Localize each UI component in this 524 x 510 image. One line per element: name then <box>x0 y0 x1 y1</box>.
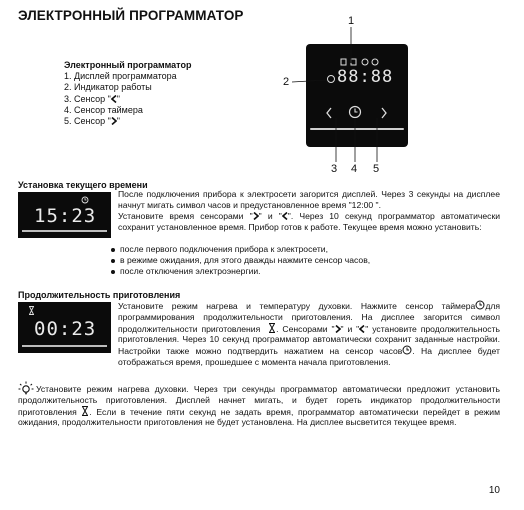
text-segment: Установите режим нагрева духовки. Через три секунды программатор автоматически предложит установить продолжительность приготовления. Дисплей начнет мигать, и будет гореть индикатор продолжительности приготовления <box>18 384 500 417</box>
page-number: 10 <box>488 485 500 496</box>
quote-close: " <box>116 93 120 104</box>
text-segment: для программирования продолжительности приготовления. На дисплее загорится символ продолжительности приготовления <box>118 301 500 334</box>
display-light-strip <box>22 230 107 232</box>
text-segment: " и " <box>258 211 282 221</box>
text-segment: Установите режим нагрева и температуру духовки. Нажмите сенсор таймера <box>118 301 476 311</box>
parts-item-2: 2. Индикатор работы <box>64 82 152 93</box>
text-segment: . Если в течение пяти секунд не задать время, программатор автоматически перейдет в режим ожидания, продолжительности приготовления не будет установлена. На дисплее высветится текущее время. <box>18 406 500 428</box>
callout-5: 5 <box>373 163 380 175</box>
note-paragraph <box>18 384 500 428</box>
callout-3: 3 <box>331 163 338 175</box>
section2-paragraph <box>118 300 500 368</box>
section1-paragraph-1: После подключения прибора к электросети загорится дисплей. Через 3 секунды на дисплее начнут мигать символ часов и предустановленное время "12:00 ". <box>118 189 500 210</box>
callout-2: 2 <box>283 76 290 88</box>
text-segment: . Сенсорами " <box>276 323 335 334</box>
list-item: после отключения электроэнергии. <box>110 266 500 277</box>
text-segment: ". Через 10 секунд программатор автоматически сохранит установленное время. Прибор готов к работе. Текущее время можно установить: <box>118 211 500 232</box>
clock-display-value: 15:23 <box>34 205 97 227</box>
callout-1: 1 <box>348 15 355 27</box>
section1-bullets <box>110 244 500 277</box>
parts-item-1: 1. Дисплей программатора <box>64 71 177 82</box>
text-segment: Установите время сенсорами " <box>118 211 253 221</box>
clock-icon <box>81 196 89 204</box>
clock-icon <box>475 300 485 310</box>
callout-4: 4 <box>351 163 358 175</box>
page-title: ЭЛЕКТРОННЫЙ ПРОГРАММАТОР <box>18 8 244 23</box>
text-segment: . На дисплее будет отображаться время, прошедшее с момента начала приготовления. <box>118 346 500 367</box>
hourglass-icon <box>268 323 276 333</box>
parts-heading: Электронный программатор <box>64 60 192 70</box>
quote-close-2: " <box>116 116 120 127</box>
text-segment: " установите продолжительность приготовления. Через 10 секунд программатор автоматически сохранит заданные настройки. Настройки также можно подтвердить нажатием на сенсор часов <box>118 323 500 357</box>
section-heading-current-time: Установка текущего времени <box>18 180 148 190</box>
callout-lines <box>0 0 524 180</box>
text-segment: " и " <box>340 323 360 334</box>
panel-display: 88:88 <box>337 67 394 87</box>
list-item: после первого подключения прибора к электросети, <box>110 244 500 255</box>
parts-item-5-label: 5. Сенсор " <box>64 116 111 127</box>
display-light-strip <box>22 345 107 347</box>
section1-paragraph-2 <box>118 211 500 233</box>
list-item: в режиме ожидания, для этого дважды нажмите сенсор часов, <box>110 255 500 266</box>
hourglass-icon <box>28 306 35 315</box>
parts-item-3-label: 3. Сенсор " <box>64 93 111 104</box>
parts-item-4: 4. Сенсор таймера <box>64 104 143 115</box>
duration-display-value: 00:23 <box>34 318 97 340</box>
section-heading-duration: Продолжительность приготовления <box>18 290 181 300</box>
clock-icon <box>402 345 412 355</box>
duration-display-figure <box>18 302 111 353</box>
clock-display-figure <box>18 192 111 238</box>
